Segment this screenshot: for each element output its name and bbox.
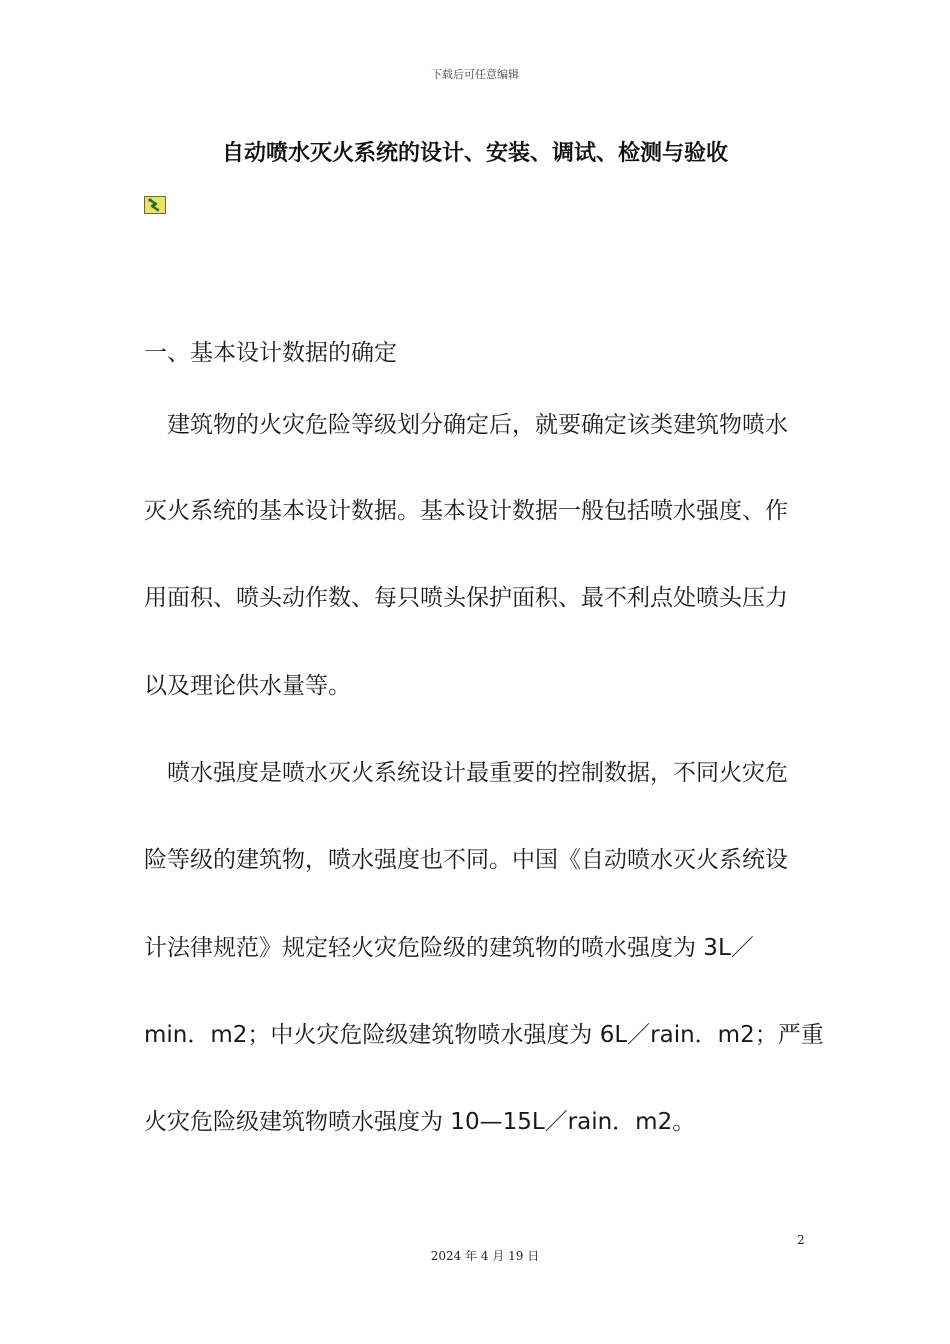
paragraph-line: 计法律规范》规定轻火灾危险级的建筑物的喷水强度为 3L／ (144, 935, 754, 961)
document-title: 自动喷水灭火系统的设计、安装、调试、检测与验收 (221, 141, 728, 166)
paragraph-line: 喷水强度是喷水灭火系统设计最重要的控制数据，不同火灾危 (144, 760, 788, 786)
paragraph-line: min．m2；中火灾危险级建筑物喷水强度为 6L／rain．m2；严重 (144, 1022, 824, 1048)
page-number: 2 (797, 1233, 805, 1247)
section-heading: 一、基本设计数据的确定 (144, 340, 397, 366)
paragraph-line: 险等级的建筑物，喷水强度也不同。中国《自动喷水灭火系统设 (144, 847, 788, 873)
attachment-icon[interactable] (144, 196, 166, 214)
paragraph-line: 灭火系统的基本设计数据。基本设计数据一般包括喷水强度、作 (144, 498, 788, 524)
paragraph-line: 建筑物的火灾危险等级划分确定后，就要确定该类建筑物喷水 (144, 412, 788, 438)
page-header-note: 下载后可任意编辑 (431, 68, 519, 81)
paragraph-line: 以及理论供水量等。 (144, 673, 351, 699)
paragraph-line: 火灾危险级建筑物喷水强度为 10—15L／rain．m2。 (144, 1109, 696, 1135)
page-footer-date: 2024 年 4 月 19 日 (430, 1249, 540, 1263)
paragraph-line: 用面积、喷头动作数、每只喷头保护面积、最不利点处喷头压力 (144, 585, 788, 611)
